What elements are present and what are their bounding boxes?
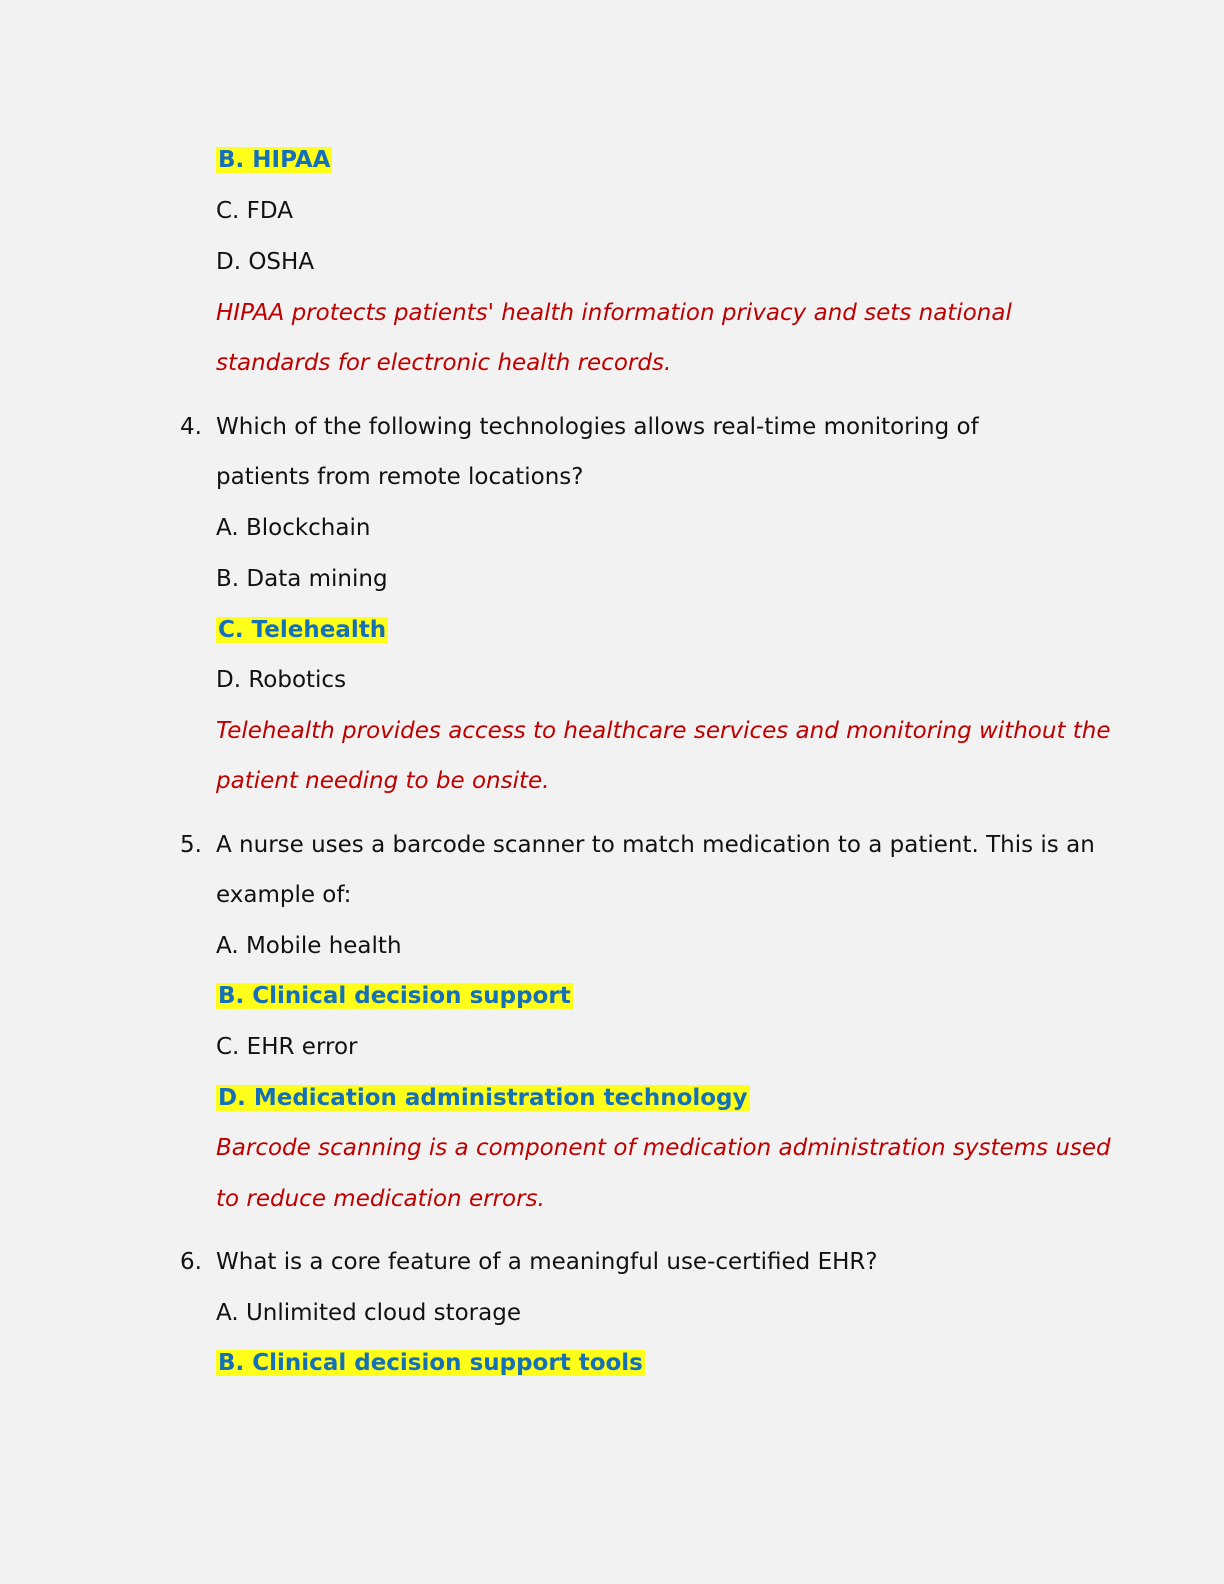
q5-number: 5. (180, 832, 202, 858)
q6-option-a: A. Unlimited cloud storage (216, 1300, 521, 1326)
q5-explanation-line-1: Barcode scanning is a component of medication administration systems used (216, 1135, 1111, 1161)
q6-option-b (216, 1347, 645, 1379)
q4-option-d: D. Robotics (216, 667, 347, 693)
q5-option-a: A. Mobile health (216, 933, 402, 959)
q3-option-c: C. FDA (216, 198, 293, 224)
correct-answer-highlight: D. Medication administration technology (218, 1085, 748, 1111)
q5-explanation-line-2: to reduce medication errors. (216, 1186, 545, 1212)
q5-option-b (216, 980, 573, 1012)
q3-explanation-line-2: standards for electronic health records. (216, 350, 672, 376)
q3-option-b (216, 144, 332, 176)
correct-answer-highlight: C. Telehealth (218, 617, 387, 643)
q4-explanation-line-2: patient needing to be onsite. (216, 768, 550, 794)
q4-question-line-2: patients from remote locations? (216, 464, 584, 490)
q6-number: 6. (180, 1249, 202, 1275)
q5-option-c: C. EHR error (216, 1034, 358, 1060)
q6-question-line-1: What is a core feature of a meaningful use-certified EHR? (216, 1249, 878, 1275)
q4-question-line-1: Which of the following technologies allows real-time monitoring of (216, 414, 979, 440)
q4-option-c (216, 614, 388, 646)
correct-answer-highlight: B. HIPAA (218, 147, 331, 173)
q4-option-a: A. Blockchain (216, 515, 371, 541)
q4-number: 4. (180, 414, 202, 440)
q4-explanation-line-1: Telehealth provides access to healthcare services and monitoring without the (216, 718, 1111, 744)
q3-option-d: D. OSHA (216, 249, 315, 275)
q5-question-line-1: A nurse uses a barcode scanner to match medication to a patient. This is an (216, 832, 1095, 858)
correct-answer-highlight: B. Clinical decision support (218, 983, 571, 1009)
q3-explanation-line-1: HIPAA protects patients' health information privacy and sets national (216, 300, 1012, 326)
q5-option-d (216, 1082, 750, 1114)
correct-answer-highlight: B. Clinical decision support tools (218, 1350, 643, 1376)
q4-option-b: B. Data mining (216, 566, 388, 592)
q5-question-line-2: example of: (216, 882, 352, 908)
